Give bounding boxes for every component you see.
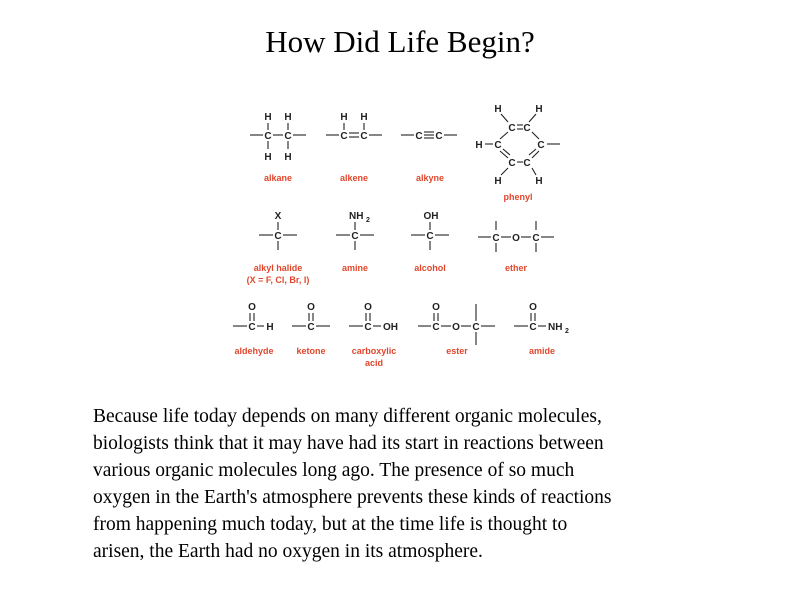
atom-h: H [475,140,483,151]
atom-h: H [360,112,368,123]
label-amine: amine [341,263,369,273]
label-alkyl-halide: alkyl halide [253,263,303,273]
atom-c: C [472,322,480,333]
atom-c: C [532,233,540,244]
atom-h: H [340,112,348,123]
body-line: oxygen in the Earth's atmosphere prevents these kinds of reactions [93,487,612,508]
atom-o: O [364,302,372,313]
amine-structure [336,211,374,273]
atom-h: H [266,322,274,333]
atom-c: C [523,158,531,169]
atom-c: C [508,123,516,134]
atom-c: C [435,131,443,142]
atom-nh: NH [548,322,563,333]
atom-h: H [494,104,502,115]
atom-c: C [432,322,440,333]
label-ether: ether [504,263,528,273]
body-line: arisen, the Earth had no oxygen in its atmosphere. [93,541,483,562]
atom-o: O [452,322,460,333]
label-alkane: alkane [263,173,293,183]
phenyl-structure [475,104,560,202]
label-aldehyde: aldehyde [234,346,274,356]
amide-structure [514,302,569,356]
atom-h: H [284,152,292,163]
label-ester: ester [446,346,468,356]
atom-c: C [529,322,537,333]
atom-o: O [307,302,315,313]
atom-o: O [529,302,537,313]
atom-h: H [284,112,292,123]
body-line: biologists think that it may have had its start in reactions between [93,433,604,454]
body-line: various organic molecules long ago. The presence of so much [93,460,575,481]
slide-title: How Did Life Begin? [265,24,535,59]
atom-c: C [307,322,315,333]
label-amide: amide [528,346,556,356]
atom-h: H [494,176,502,187]
atom-h: H [535,104,543,115]
atom-c: C [364,322,372,333]
label-ketone: ketone [296,346,326,356]
atom-c: C [351,231,359,242]
ether-structure [478,221,554,273]
carboxylic-acid-structure [349,302,398,368]
atom-x: X [274,211,282,222]
label-alkyne: alkyne [415,173,445,183]
ketone-structure [292,302,330,356]
label-phenyl: phenyl [503,192,533,202]
atom-h: H [264,152,272,163]
atom-o: O [432,302,440,313]
ester-structure [418,302,495,356]
atom-oh: OH [383,322,398,333]
aldehyde-structure [233,302,274,356]
atom-c: C [494,140,502,151]
label-alkene: alkene [339,173,369,183]
atom-c: C [248,322,256,333]
body-line: Because life today depends on many different organic molecules, [93,406,602,427]
atom-c: C [415,131,423,142]
body-paragraph [93,403,783,565]
atom-oh: OH [423,211,439,222]
subscript-two: 2 [565,328,569,335]
subscript-two: 2 [366,217,370,224]
atom-c: C [264,131,272,142]
alkyl-halide-structure [247,211,310,285]
label-alkyl-halide-note: (X = F, Cl, Br, I) [246,275,310,285]
atom-c: C [284,131,292,142]
label-alcohol: alcohol [414,263,446,273]
alkene-structure [326,112,382,183]
atom-c: C [523,123,531,134]
alcohol-structure [411,211,449,273]
label-acid: acid [364,358,384,368]
alkane-structure [250,112,306,183]
atom-c: C [340,131,348,142]
atom-c: C [537,140,545,151]
atom-c: C [492,233,500,244]
atom-nh: NH [349,211,364,222]
label-carboxylic: carboxylic [351,346,397,356]
atom-c: C [426,231,434,242]
atom-h: H [264,112,272,123]
atom-h: H [535,176,543,187]
atom-o: O [248,302,256,313]
atom-c: C [274,231,282,242]
alkyne-structure [401,131,457,183]
atom-o: O [512,233,520,244]
body-line: from happening much today, but at the time life is thought to [93,514,568,535]
atom-c: C [360,131,368,142]
atom-c: C [508,158,516,169]
